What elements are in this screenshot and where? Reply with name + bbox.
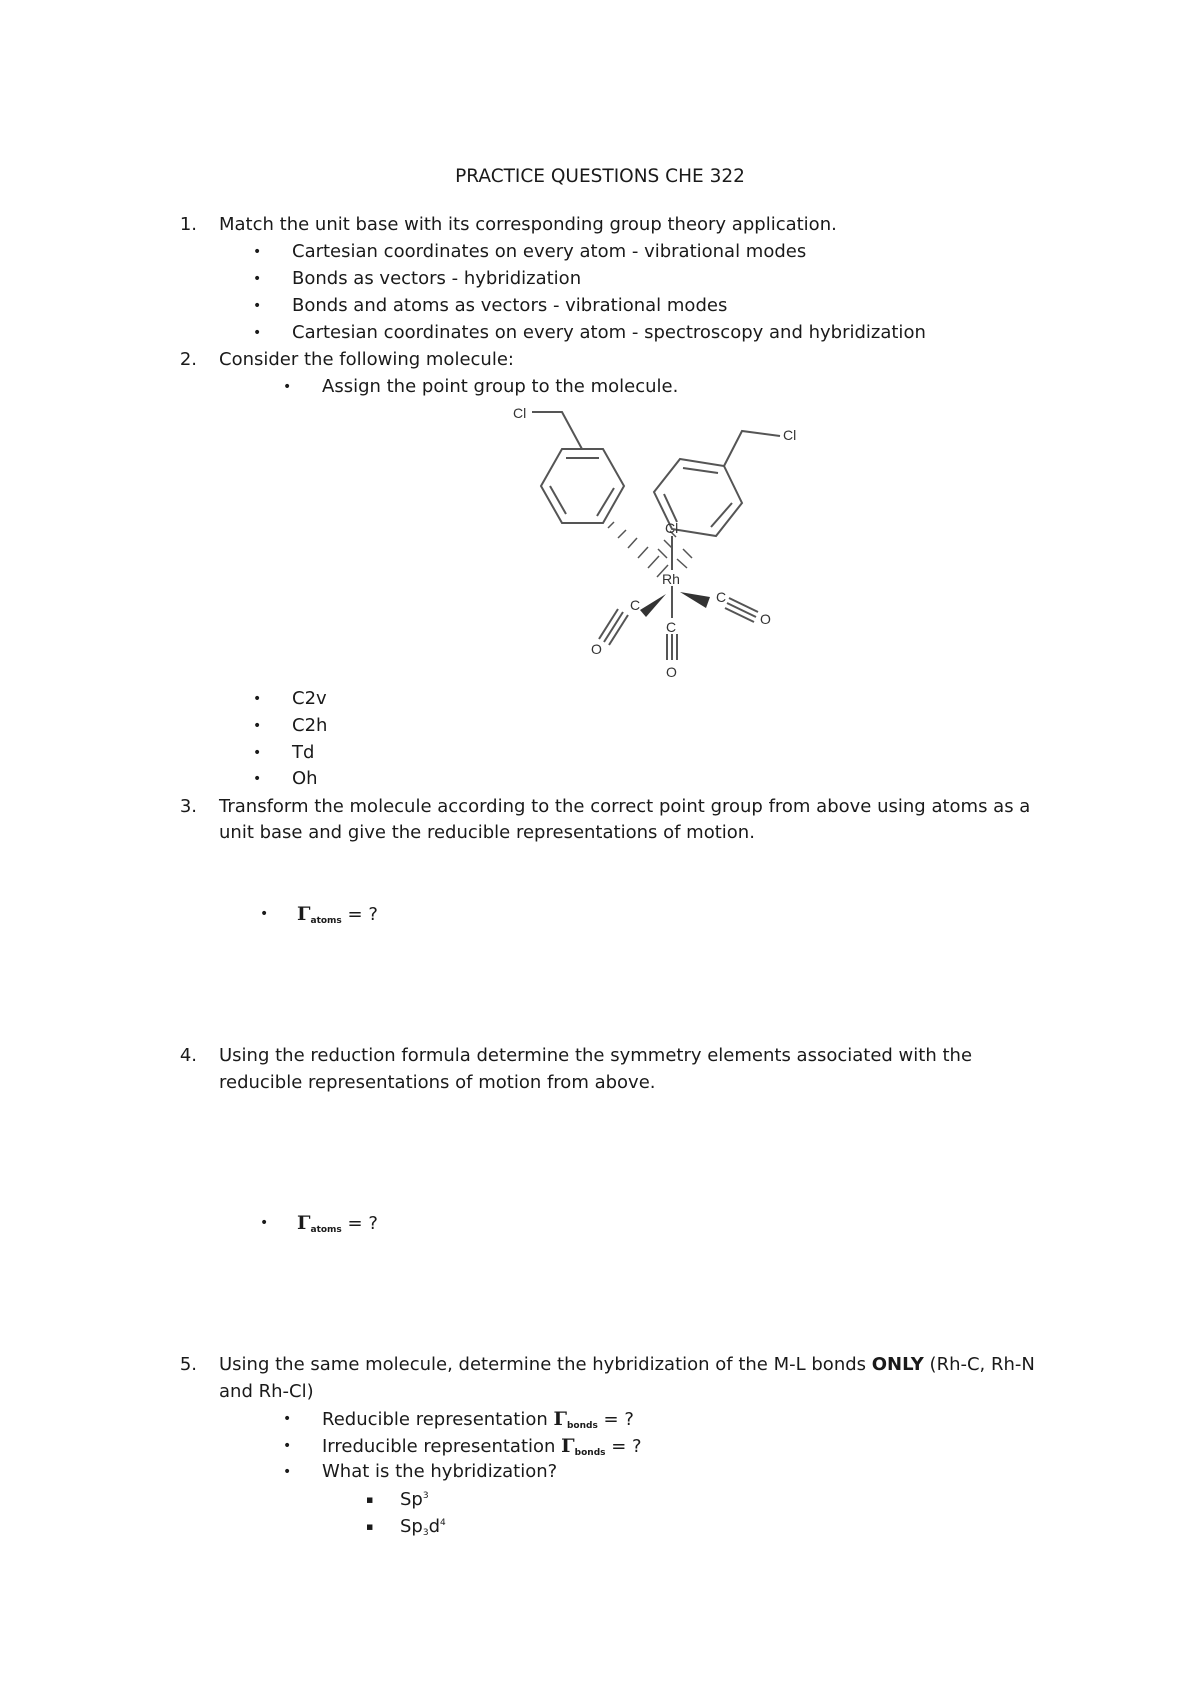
q3-number: 3. [179,796,197,817]
page-title: PRACTICE QUESTIONS CHE 322 [455,166,745,187]
q3-gamma-atoms [297,903,378,929]
label-cl-top: Cl [665,520,679,536]
left-ch2cl-arm [532,412,582,449]
q1-option-4: Cartesian coordinates on every atom - spectroscopy and hybridization [292,322,926,343]
q1-option-3: Bonds and atoms as vectors - vibrational modes [292,295,728,316]
q5-bullet-1: • [283,1411,292,1427]
hyb-superscript: 3 [422,1491,429,1501]
right-ch2cl-arm [724,431,780,466]
q4-gamma-atoms [297,1212,378,1238]
q2-sub-bullet: • [283,379,292,395]
label-cl-right: Cl [783,427,797,443]
label-rh: Rh [662,571,680,587]
q2-option-oh: Oh [292,768,318,789]
hyb-base: Sp [400,1489,423,1510]
label-c-left: C [630,597,641,613]
gamma-symbol: Γ [553,1408,567,1430]
label-o-left: O [591,641,602,657]
q1-text: Match the unit base with its corresponding group theory application. [219,214,837,235]
q5-square-bullet-1: ▪ [366,1493,374,1506]
q5-number: 5. [179,1354,197,1375]
left-benzene-ring [541,449,624,523]
gamma-subscript: atoms [310,916,342,926]
q5-line1-end: (Rh-C, Rh-N [923,1354,1035,1375]
gamma-subscript: bonds [574,1448,606,1458]
q5-irreducible-label: Irreducible representation [322,1436,562,1457]
q2-bullet-1: • [253,691,262,707]
gamma-symbol: Γ [561,1435,575,1457]
q2-option-c2v: C2v [292,688,327,709]
q5-only-emphasis: ONLY [871,1354,924,1375]
solid-wedge-right [680,592,710,608]
q1-bullet-1: • [253,244,262,260]
q5-irreducible [322,1435,642,1461]
gamma-symbol: Γ [297,1212,311,1234]
gamma-subscript: atoms [310,1225,342,1235]
hashed-wedge-right [658,531,692,568]
label-c-right: C [716,589,727,605]
q5-square-bullet-2: ▪ [366,1520,374,1533]
q3-line2: unit base and give the reducible representations of motion. [219,822,755,843]
hyb-tail: d [428,1516,441,1537]
q2-text: Consider the following molecule: [219,349,514,370]
q2-option-c2h: C2h [292,715,328,736]
q5-hybridization-question: What is the hybridization? [322,1461,558,1482]
label-c-bottom: C [666,619,677,635]
hyb-subscript: 3 [422,1528,429,1538]
q5-reducible-label: Reducible representation [322,1409,554,1430]
q5-bullet-3: • [283,1464,292,1480]
q4-line2: reducible representations of motion from above. [219,1072,656,1093]
hyb-base: Sp [400,1516,423,1537]
label-o-bottom: O [666,664,677,680]
molecule-diagram [480,398,800,688]
q5-line1 [219,1354,1035,1376]
label-cl-left: Cl [513,405,527,421]
q1-option-2: Bonds as vectors - hybridization [292,268,582,289]
q1-bullet-4: • [253,325,262,341]
gamma-answer: = ? [341,1213,378,1234]
q2-bullet-3: • [253,745,262,761]
q5-line1-start: Using the same molecule, determine the hybridization of the M-L bonds [219,1354,872,1375]
gamma-subscript: bonds [566,1421,598,1431]
q1-option-1: Cartesian coordinates on every atom - vibrational modes [292,241,807,262]
q1-bullet-3: • [253,298,262,314]
q5-reducible [322,1408,634,1434]
q4-bullet: • [260,1215,269,1231]
q4-number: 4. [179,1045,197,1066]
q2-option-td: Td [292,742,315,763]
q3-bullet: • [260,906,269,922]
q1-bullet-2: • [253,271,262,287]
q2-bullet-4: • [253,771,262,787]
q2-number: 2. [179,349,197,370]
q4-line1: Using the reduction formula determine the symmetry elements associated with the [219,1045,973,1066]
gamma-symbol: Γ [297,903,311,925]
gamma-answer: = ? [597,1409,634,1430]
q3-line1: Transform the molecule according to the correct point group from above using atoms as a [219,796,1031,817]
solid-wedge-left [640,594,666,617]
q5-hyb-option-sp3d4 [400,1516,446,1541]
gamma-answer: = ? [605,1436,642,1457]
gamma-answer: = ? [341,904,378,925]
label-o-right: O [760,611,771,627]
hyb-tail-superscript: 4 [440,1518,446,1528]
q5-hyb-option-sp3 [400,1489,429,1514]
q2-bullet-2: • [253,718,262,734]
q2-subquestion: Assign the point group to the molecule. [322,376,679,397]
q1-number: 1. [179,214,197,235]
q5-line2: and Rh-Cl) [219,1381,314,1402]
q5-bullet-2: • [283,1438,292,1454]
